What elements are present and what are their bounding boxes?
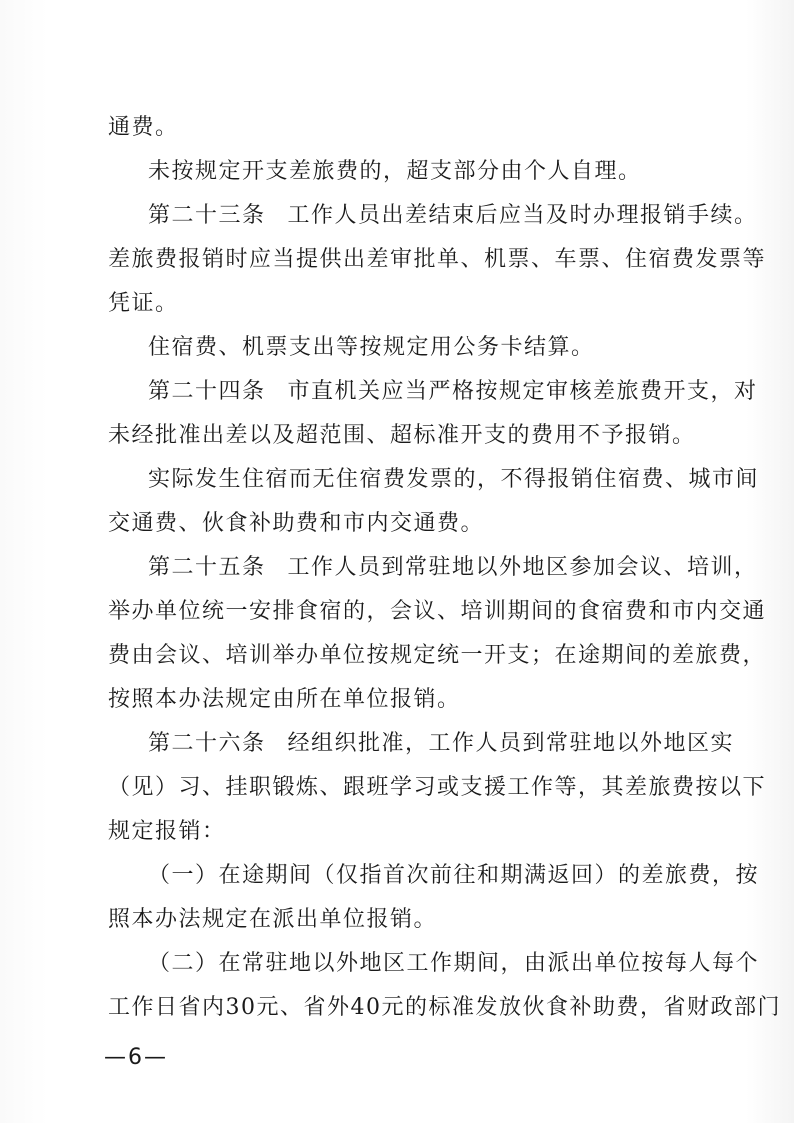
text-line: 凭证。: [108, 291, 179, 316]
page-number: —6—: [104, 1045, 168, 1070]
article-number: 第二十四条: [148, 379, 266, 404]
text-line: 未经批准出差以及超范围、超标准开支的费用不予报销。: [108, 423, 696, 448]
text-line: 费由会议、培训举办单位按规定统一开支；在途期间的差旅费，: [108, 643, 767, 668]
article-number: 第二十五条: [148, 555, 266, 580]
text-line: 工作日省内30元、省外40元的标准发放伙食补助费，省财政部门: [108, 995, 781, 1020]
text-line: 举办单位统一安排食宿的，会议、培训期间的食宿费和市内交通: [108, 599, 767, 624]
article-23-line: [148, 201, 758, 231]
article-24-line: [148, 377, 758, 407]
article-26-line: [148, 729, 735, 759]
article-text: 工作人员出差结束后应当及时办理报销手续。: [287, 203, 758, 228]
text-line: 交通费、伙食补助费和市内交通费。: [108, 511, 485, 536]
text-line: 住宿费、机票支出等按规定用公务卡结算。: [148, 335, 595, 360]
article-text: 经组织批准，工作人员到常驻地以外地区实: [287, 731, 735, 756]
article-number: 第二十六条: [148, 731, 266, 756]
article-25-line: [148, 553, 758, 583]
text-line: 照本办法规定在派出单位报销。: [108, 907, 438, 932]
article-number: 第二十三条: [148, 203, 266, 228]
article-text: 工作人员到常驻地以外地区参加会议、培训，: [287, 555, 758, 580]
text-line: （二）在常驻地以外地区工作期间，由派出单位按每人每个: [148, 951, 760, 976]
text-line: （一）在途期间（仅指首次前往和期满返回）的差旅费，按: [148, 863, 760, 888]
text-line: 未按规定开支差旅费的，超支部分由个人自理。: [148, 159, 642, 184]
text-line: （见）习、挂职锻炼、跟班学习或支援工作等，其差旅费按以下: [108, 775, 767, 800]
article-text: 市直机关应当严格按规定审核差旅费开支，对: [287, 379, 758, 404]
text-line: 实际发生住宿而无住宿费发票的，不得报销住宿费、城市间: [148, 467, 760, 492]
text-line: 差旅费报销时应当提供出差审批单、机票、车票、住宿费发票等: [108, 247, 767, 272]
text-line: 按照本办法规定由所在单位报销。: [108, 687, 461, 712]
text-line: 通费。: [108, 115, 179, 140]
text-line: 规定报销：: [108, 819, 226, 844]
